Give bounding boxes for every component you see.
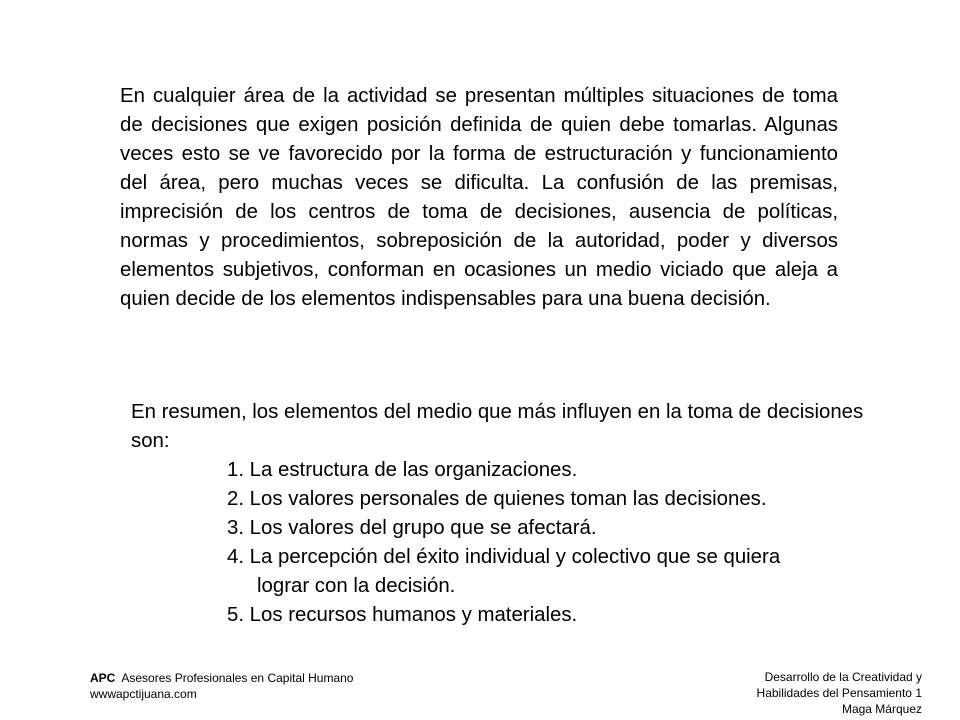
main-paragraph: En cualquier área de la actividad se presentan múltiples situaciones de toma de decisiones que exigen posición definida de quien debe tomarlas. Algunas veces esto se ve favorecido por la forma de estructuración y funcionamiento del área, pero muchas veces se dificulta. La confusión de las premisas, imprecisión de los centros de toma de decisiones, ausencia de políticas, normas y procedimientos, sobreposición de la autoridad, poder y diversos elementos subjetivos, conforman en ocasiones un medio viciado que aleja a quien decide de los elementos indispensables para una buena decisión. — [120, 85, 838, 310]
summary-intro: En resumen, los elementos del medio que más influyen en la toma de decisiones son: — [131, 401, 864, 452]
list-item-text: 4. La percepción del éxito individual y colectivo que se quiera — [227, 546, 781, 568]
list-item: 3. Los valores del grupo que se afectará. — [227, 517, 597, 539]
author-name: Maga Márquez — [841, 702, 922, 716]
course-title-line1: Desarrollo de la Creatividad y — [764, 670, 922, 684]
list-item: 2. Los valores personales de quienes toman las decisiones. — [227, 488, 767, 510]
list-item: 5. Los recursos humanos y materiales. — [227, 604, 578, 626]
summary-list — [131, 456, 891, 630]
list-item: 1. La estructura de las organizaciones. — [227, 459, 578, 481]
brand-abbrev: APC — [90, 671, 116, 685]
website-link[interactable]: wwwapctijuana.com — [90, 687, 197, 701]
company-name: Asesores Profesionales en Capital Humano — [121, 671, 354, 685]
footer-company — [90, 670, 353, 702]
summary-section — [131, 398, 891, 630]
footer-course-info — [622, 669, 922, 717]
list-item-continuation: lograr con la decisión. — [257, 575, 456, 597]
list-item — [227, 543, 891, 601]
course-title-line2: Habilidades del Pensamiento 1 — [756, 686, 922, 700]
